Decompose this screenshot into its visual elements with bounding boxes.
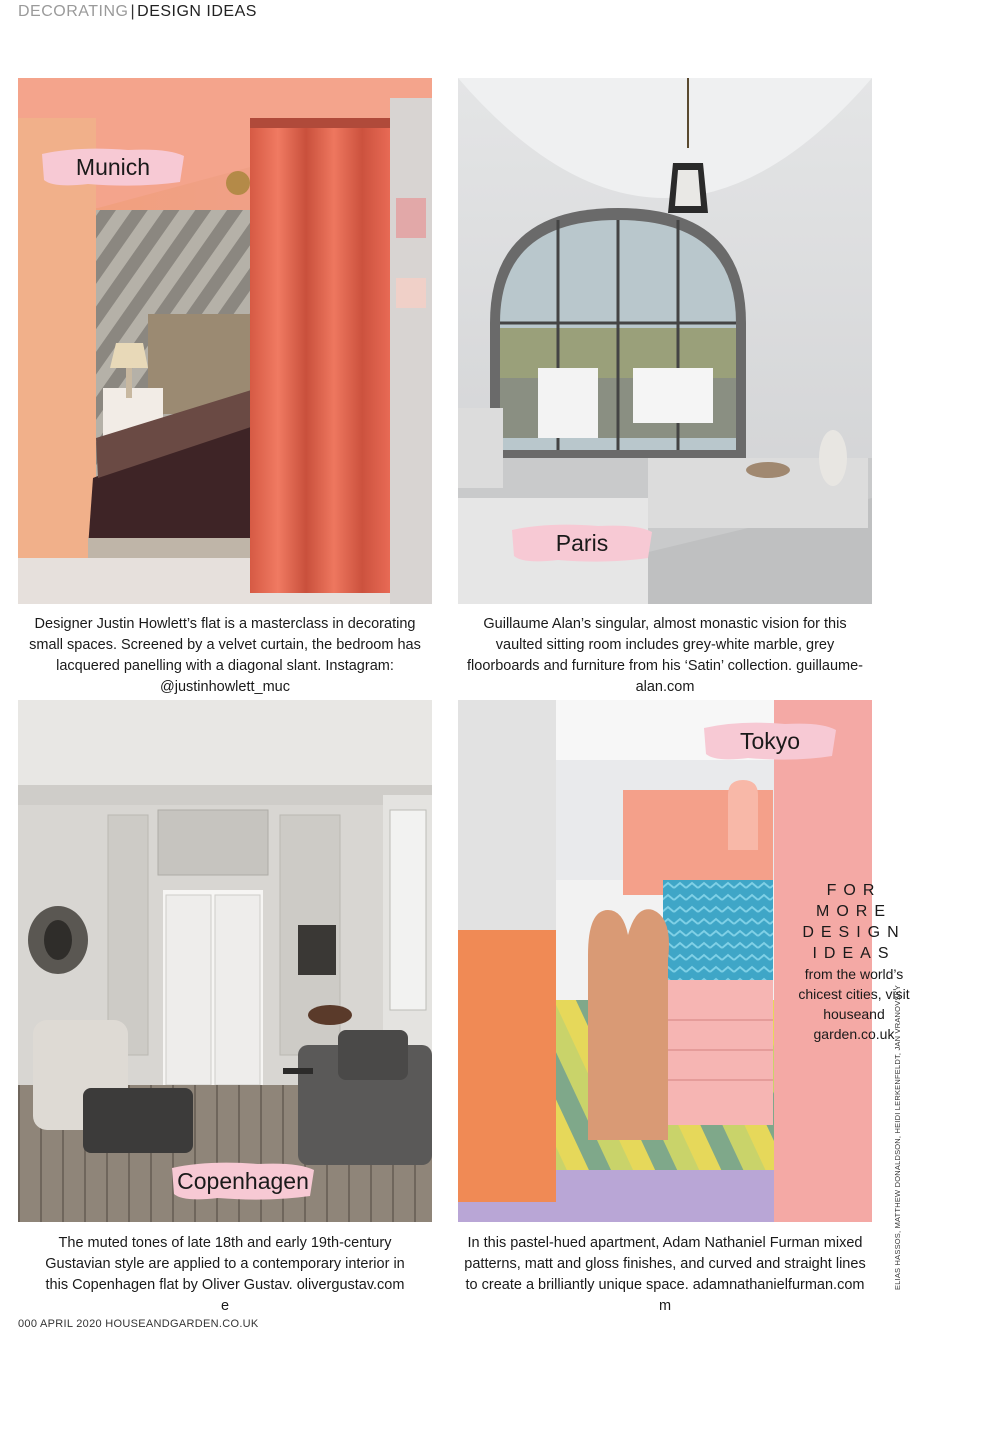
tokyo-label (700, 718, 840, 764)
copenhagen-city-name: Copenhagen (177, 1168, 309, 1194)
tokyo-caption: In this pastel-hued apartment, Adam Nathaniel Furman mixed patterns, matt and gloss finishes, and curved and straight lines to create a brilliantly unique space. adamnathanielfurman.com m (464, 1235, 866, 1314)
paris-caption: Guillaume Alan’s singular, almost monastic vision for this vaulted sitting room includes grey-white marble, grey floorboards and furniture from his ‘Satin’ collection. guillaume-alan.com (467, 616, 863, 695)
page-footer: 000 APRIL 2020 HOUSEANDGARDEN.CO.UK (18, 1318, 259, 1330)
munich-city-name: Munich (75, 154, 151, 180)
photo-credits (893, 984, 911, 1290)
paris-label (508, 520, 656, 566)
promo-line-4: IDEAS (812, 945, 896, 962)
photo-credits-text: ELIAS HASSOS, MATTHEW DONALDSON, HEIDI LERKENFELDT, JAN VRANOVSKY (893, 984, 902, 1290)
munich-label (38, 144, 188, 190)
copenhagen-label (168, 1158, 318, 1204)
promo-line-2: MORE (816, 903, 892, 920)
munich-caption: Designer Justin Howlett’s flat is a masterclass in decorating small spaces. Screened by a velvet curtain, the bedroom has lacquered panelling with a diagonal slant. Instagram: @justinhowlett_muc (29, 616, 421, 695)
header-separator: | (130, 3, 136, 20)
promo-line-1: FOR (826, 882, 882, 899)
promo-text: from the world’s chicest cities, visit houseand garden.co.uk (798, 966, 910, 1042)
copenhagen-caption: The muted tones of late 18th and early 19th-century Gustavian style are applied to a contemporary interior in this Copenhagen flat by Oliver Gustav. olivergustav.com e (45, 1235, 405, 1314)
copenhagen-photo (18, 700, 432, 1222)
section-header (18, 3, 257, 21)
tokyo-city-name: Tokyo (739, 728, 801, 754)
paris-city-name: Paris (555, 530, 609, 556)
promo-line-3: DESIGN (802, 924, 906, 941)
subsection-label: DESIGN IDEAS (137, 3, 257, 20)
section-label: DECORATING (18, 3, 129, 20)
